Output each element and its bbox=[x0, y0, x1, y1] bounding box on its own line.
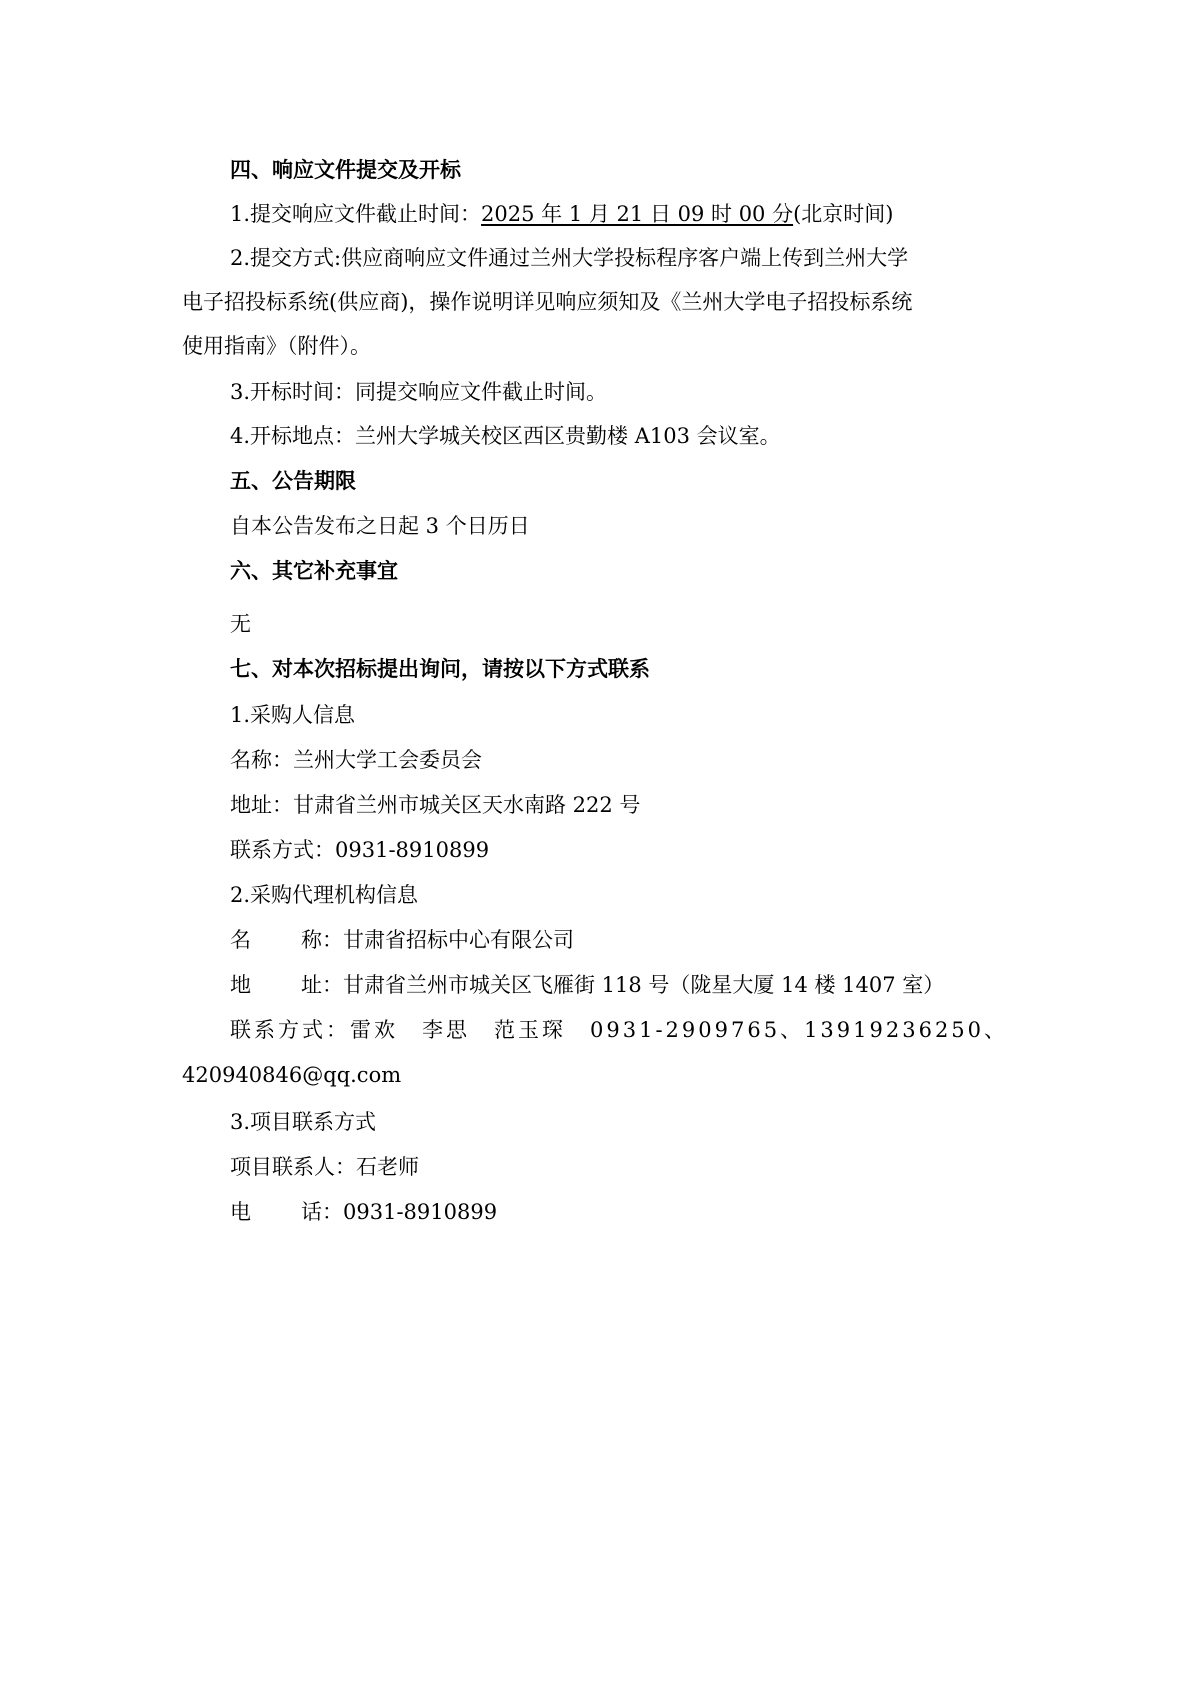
agency-name-value: 甘肃省招标中心有限公司 bbox=[343, 928, 574, 952]
purchaser-address: 地址：甘肃省兰州市城关区天水南路 222 号 bbox=[230, 793, 641, 817]
project-phone-label-a: 电 bbox=[230, 1200, 251, 1224]
notice-period-text: 自本公告发布之日起 3 个日历日 bbox=[230, 514, 530, 538]
purchaser-name: 名称：兰州大学工会委员会 bbox=[230, 748, 482, 772]
opening-place: 4.开标地点：兰州大学城关校区西区贵勤楼 A103 会议室。 bbox=[230, 424, 781, 448]
agency-contact-line-2: 420940846@qq.com bbox=[182, 1063, 402, 1087]
agency-address-line bbox=[230, 971, 944, 999]
agency-name-label-b: 称： bbox=[301, 928, 343, 952]
section-7-heading: 七、对本次招标提出询问，请按以下方式联系 bbox=[230, 657, 650, 681]
section-4-heading: 四、响应文件提交及开标 bbox=[230, 158, 461, 182]
project-phone-line bbox=[230, 1198, 497, 1226]
purchaser-contact: 联系方式：0931-8910899 bbox=[230, 838, 490, 862]
submission-method-line-2: 电子招投标系统(供应商)，操作说明详见响应须知及《兰州大学电子招投标系统 bbox=[182, 290, 913, 314]
agency-title: 2.采购代理机构信息 bbox=[230, 883, 419, 907]
agency-name-line bbox=[230, 926, 574, 954]
agency-address-value: 甘肃省兰州市城关区飞雁街 118 号（陇星大厦 14 楼 1407 室） bbox=[343, 973, 945, 997]
deadline-label: 1.提交响应文件截止时间： bbox=[230, 202, 482, 226]
agency-contact-line-1: 联系方式：雷欢 李思 范玉琛 0931-2909765、13919236250、 bbox=[230, 1018, 1009, 1042]
section-5-heading: 五、公告期限 bbox=[230, 469, 356, 493]
deadline-suffix: (北京时间) bbox=[793, 202, 894, 226]
supplementary-text: 无 bbox=[230, 612, 251, 636]
deadline-value: 2025 年 1 月 21 日 09 时 00 分 bbox=[481, 202, 794, 226]
agency-name-label-a: 名 bbox=[230, 928, 251, 952]
submission-method-line-3: 使用指南》（附件）。 bbox=[182, 334, 371, 358]
submission-method-line-1: 2.提交方式:供应商响应文件通过兰州大学投标程序客户端上传到兰州大学 bbox=[230, 246, 909, 270]
project-person: 项目联系人：石老师 bbox=[230, 1155, 419, 1179]
purchaser-title: 1.采购人信息 bbox=[230, 703, 356, 727]
project-title: 3.项目联系方式 bbox=[230, 1110, 377, 1134]
project-phone-value: 0931-8910899 bbox=[343, 1200, 498, 1224]
opening-time: 3.开标时间：同提交响应文件截止时间。 bbox=[230, 380, 608, 404]
section-6-heading: 六、其它补充事宜 bbox=[230, 559, 398, 583]
project-phone-label-b: 话： bbox=[301, 1200, 343, 1224]
deadline-line bbox=[230, 200, 893, 228]
agency-address-label-b: 址： bbox=[301, 973, 343, 997]
agency-address-label-a: 地 bbox=[230, 973, 251, 997]
